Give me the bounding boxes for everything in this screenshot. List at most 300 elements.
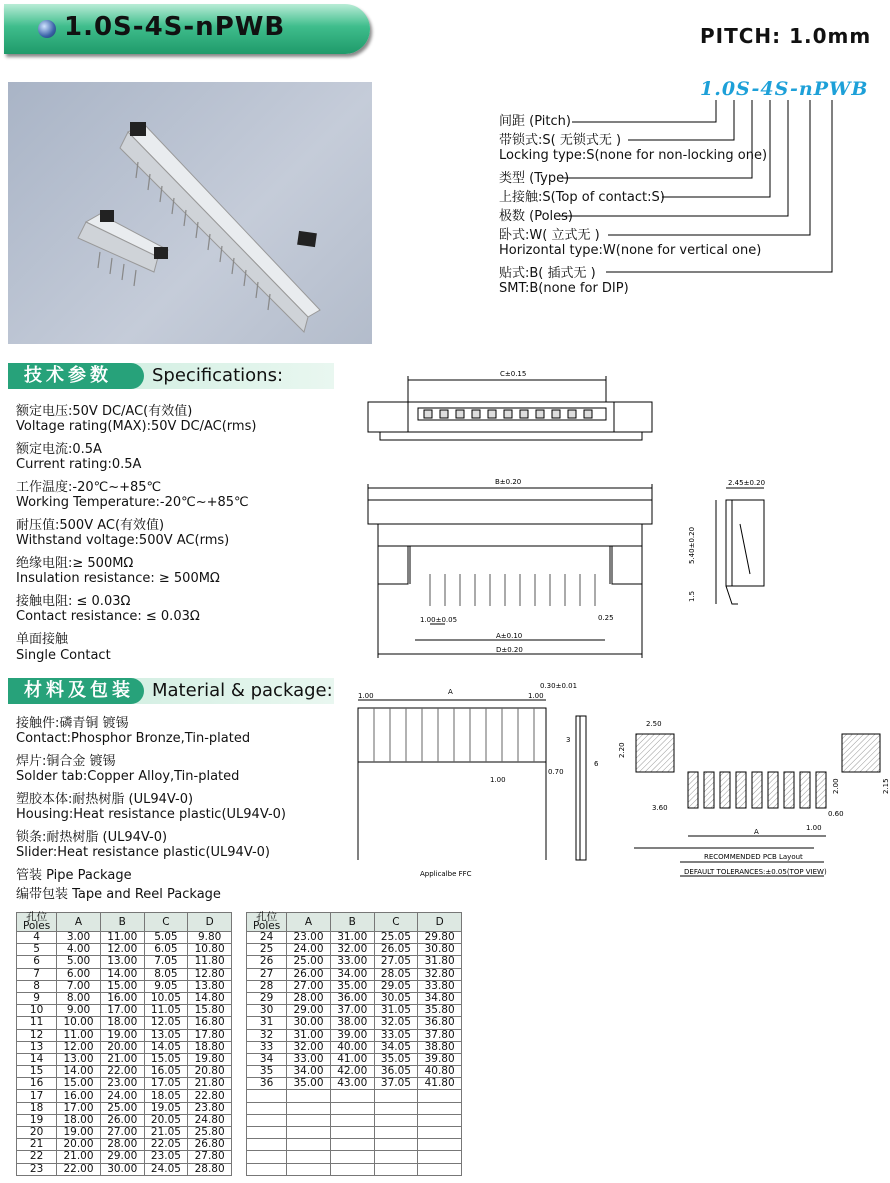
table-row (247, 1053, 462, 1065)
table-cell: 35.05 (374, 1053, 418, 1065)
table-cell: 25.00 (287, 956, 331, 968)
table-cell: 14 (17, 1053, 57, 1065)
material-line: 编带包装 Tape and Reel Package (16, 887, 221, 902)
dim-side-w: 2.45±0.20 (728, 479, 766, 487)
table-cell: 24 (247, 932, 287, 944)
table-cell: 26.80 (188, 1139, 232, 1151)
table-cell: 21.80 (188, 1078, 232, 1090)
table-cell: 7.00 (57, 980, 101, 992)
table-cell: 28.05 (374, 968, 418, 980)
table-head-b: B (330, 913, 374, 932)
table-cell: 17.00 (100, 1005, 144, 1017)
table-cell: 21.00 (100, 1053, 144, 1065)
drawing-front-view (360, 474, 660, 664)
table-head-a: A (287, 913, 331, 932)
ffc-6: 6 (594, 760, 599, 768)
material-line: Slider:Heat resistance plastic(UL94V-0) (16, 845, 270, 860)
pn-label-horizontal-zh: 卧式:W( 立式无 ) (499, 228, 600, 243)
table-cell (247, 1127, 287, 1139)
table-cell: 27.00 (287, 980, 331, 992)
table-cell: 20.00 (100, 1041, 144, 1053)
table-cell: 35.00 (330, 980, 374, 992)
pn-label-smt-zh: 贴式:B( 插式无 ) (499, 266, 596, 281)
table-cell: 43.00 (330, 1078, 374, 1090)
table-cell: 26.00 (287, 968, 331, 980)
table-cell: 36.05 (374, 1066, 418, 1078)
table-cell: 5 (17, 944, 57, 956)
table-cell: 35.80 (418, 1005, 462, 1017)
table-row (247, 1139, 462, 1151)
table-cell: 11.00 (57, 1029, 101, 1041)
drawing-pcb-layout (614, 712, 890, 882)
table-cell: 13 (17, 1041, 57, 1053)
table-row (247, 1017, 462, 1029)
table-cell (374, 1090, 418, 1102)
table-head-a: A (57, 913, 101, 932)
table-cell (374, 1163, 418, 1175)
spec-line: 工作温度:-20℃~+85℃ (16, 480, 162, 495)
table-cell: 30 (247, 1005, 287, 1017)
ffc-070: 0.70 (548, 768, 564, 776)
table-cell: 23.00 (100, 1078, 144, 1090)
table-cell: 16.00 (100, 992, 144, 1004)
table-row (247, 1005, 462, 1017)
table-cell: 22.00 (100, 1066, 144, 1078)
spec-line: 接触电阻: ≤ 0.03Ω (16, 594, 131, 609)
table-cell: 18.00 (57, 1114, 101, 1126)
table-cell: 12.80 (188, 968, 232, 980)
table-cell (247, 1090, 287, 1102)
table-cell: 6.05 (144, 944, 188, 956)
dim-c: C±0.15 (500, 370, 527, 378)
table-cell (330, 1127, 374, 1139)
table-cell: 15.00 (57, 1078, 101, 1090)
table-cell: 22.05 (144, 1139, 188, 1151)
table-row (17, 980, 232, 992)
table-cell: 28.80 (188, 1163, 232, 1175)
table-cell (374, 1151, 418, 1163)
table-cell: 12 (17, 1029, 57, 1041)
table-cell: 28.00 (287, 992, 331, 1004)
spec-line: Voltage rating(MAX):50V DC/AC(rms) (16, 419, 257, 434)
spec-line: Current rating:0.5A (16, 457, 142, 472)
material-line: 焊片:铜合金 镀锡 (16, 754, 116, 769)
table-cell: 5.00 (57, 956, 101, 968)
table-cell: 30.00 (100, 1163, 144, 1175)
pcb-title: RECOMMENDED PCB Layout (704, 853, 803, 861)
table-cell: 6 (17, 956, 57, 968)
table-row (17, 1127, 232, 1139)
table-cell: 9.05 (144, 980, 188, 992)
table-cell: 42.00 (330, 1066, 374, 1078)
table-cell (374, 1102, 418, 1114)
dim-b: B±0.20 (495, 478, 522, 486)
material-line: 塑胶本体:耐热树脂 (UL94V-0) (16, 792, 194, 807)
table-cell: 12.00 (100, 944, 144, 956)
spec-line: 耐压值:500V AC(有效值) (16, 518, 165, 533)
bullet-icon (38, 20, 56, 38)
table-cell: 3.00 (57, 932, 101, 944)
table-cell: 36.80 (418, 1017, 462, 1029)
table-cell: 8.05 (144, 968, 188, 980)
table-cell: 17.00 (57, 1102, 101, 1114)
product-photo (8, 82, 372, 344)
table-cell: 17.80 (188, 1029, 232, 1041)
table-row (247, 992, 462, 1004)
table-row (17, 944, 232, 956)
pcb-100: 1.00 (806, 824, 822, 832)
table-cell (418, 1102, 462, 1114)
table-cell (330, 1090, 374, 1102)
table-cell: 33 (247, 1041, 287, 1053)
table-cell: 38.00 (330, 1017, 374, 1029)
table-row (247, 980, 462, 992)
table-cell: 16 (17, 1078, 57, 1090)
table-cell (247, 1139, 287, 1151)
table-head-c: C (374, 913, 418, 932)
table-cell: 10.05 (144, 992, 188, 1004)
table-cell (247, 1102, 287, 1114)
material-line: Housing:Heat resistance plastic(UL94V-0) (16, 807, 286, 822)
pcb-060: 0.60 (828, 810, 844, 818)
table-cell: 23.00 (287, 932, 331, 944)
dim-a: A±0.10 (496, 632, 523, 640)
table-cell (287, 1139, 331, 1151)
table-cell: 26.00 (100, 1114, 144, 1126)
table-row (17, 1090, 232, 1102)
table-cell: 31.05 (374, 1005, 418, 1017)
specs-title-zh: 技术参数 (8, 363, 144, 389)
table-cell: 35 (247, 1066, 287, 1078)
table-row (17, 1017, 232, 1029)
table-cell: 18 (17, 1102, 57, 1114)
table-row (17, 1102, 232, 1114)
dim-d: D±0.20 (496, 646, 523, 654)
table-cell: 8.00 (57, 992, 101, 1004)
table-cell: 31.00 (330, 932, 374, 944)
table-cell: 32.00 (287, 1041, 331, 1053)
materials-header (8, 678, 334, 704)
table-cell: 19.00 (100, 1029, 144, 1041)
specs-header (8, 363, 334, 389)
table-cell: 37.00 (330, 1005, 374, 1017)
dimension-table-right (246, 912, 462, 1176)
table-cell: 40.80 (418, 1066, 462, 1078)
table-cell: 14.05 (144, 1041, 188, 1053)
table-cell: 31.00 (287, 1029, 331, 1041)
table-cell: 14.00 (100, 968, 144, 980)
table-cell: 22.00 (57, 1163, 101, 1175)
table-row (17, 1041, 232, 1053)
spec-line: Single Contact (16, 648, 111, 663)
table-cell: 25.05 (374, 932, 418, 944)
table-cell: 19 (17, 1114, 57, 1126)
table-cell: 35.00 (287, 1078, 331, 1090)
table-cell: 37.80 (418, 1029, 462, 1041)
title-banner (4, 4, 370, 54)
table-cell: 13.00 (100, 956, 144, 968)
table-cell: 25 (247, 944, 287, 956)
table-cell: 26.05 (374, 944, 418, 956)
table-cell: 25.80 (188, 1127, 232, 1139)
table-cell: 12.00 (57, 1041, 101, 1053)
table-cell: 30.80 (418, 944, 462, 956)
table-cell: 10.80 (188, 944, 232, 956)
table-cell: 21.05 (144, 1127, 188, 1139)
pn-label-pitch: 间距 (Pitch) (499, 114, 571, 129)
table-cell: 20.00 (57, 1139, 101, 1151)
table-cell: 32 (247, 1029, 287, 1041)
table-row (247, 1066, 462, 1078)
ffc-label: Applicalbe FFC (420, 870, 472, 878)
table-cell: 19.05 (144, 1102, 188, 1114)
table-cell: 40.00 (330, 1041, 374, 1053)
table-cell: 9 (17, 992, 57, 1004)
table-cell: 31.80 (418, 956, 462, 968)
table-cell: 11.05 (144, 1005, 188, 1017)
table-row (17, 1029, 232, 1041)
table-cell: 24.80 (188, 1114, 232, 1126)
pn-label-top-contact: 上接触:S(Top of contact:S) (499, 190, 665, 205)
table-cell (418, 1127, 462, 1139)
table-cell: 21 (17, 1139, 57, 1151)
material-line: 接触件:磷青铜 镀锡 (16, 716, 129, 731)
spec-line: 额定电流:0.5A (16, 442, 102, 457)
table-cell: 29 (247, 992, 287, 1004)
table-cell (418, 1139, 462, 1151)
table-cell: 13.80 (188, 980, 232, 992)
table-cell: 22 (17, 1151, 57, 1163)
table-cell: 29.00 (100, 1151, 144, 1163)
ffc-100c: 1.00 (490, 776, 506, 784)
spec-line: 额定电压:50V DC/AC(有效值) (16, 404, 193, 419)
table-cell: 29.05 (374, 980, 418, 992)
table-cell: 34.05 (374, 1041, 418, 1053)
table-cell: 41.80 (418, 1078, 462, 1090)
table-row (17, 1163, 232, 1175)
drawing-top-view (360, 362, 660, 452)
table-cell: 13.05 (144, 1029, 188, 1041)
ffc-3: 3 (566, 736, 571, 744)
table-cell: 14.00 (57, 1066, 101, 1078)
table-cell: 34.00 (330, 968, 374, 980)
table-cell: 31 (247, 1017, 287, 1029)
table-cell: 12.05 (144, 1017, 188, 1029)
table-cell (374, 1114, 418, 1126)
table-cell: 9.80 (188, 932, 232, 944)
table-cell: 41.00 (330, 1053, 374, 1065)
material-line: Contact:Phosphor Bronze,Tin-plated (16, 731, 251, 746)
table-cell: 4 (17, 932, 57, 944)
table-row (247, 956, 462, 968)
table-cell (330, 1114, 374, 1126)
table-cell: 24.00 (100, 1090, 144, 1102)
table-cell: 24.05 (144, 1163, 188, 1175)
ffc-100b: 1.00 (528, 692, 544, 700)
pcb-200: 2.00 (832, 778, 840, 794)
table-cell: 27.00 (100, 1127, 144, 1139)
spec-line: Withstand voltage:500V AC(rms) (16, 533, 230, 548)
table-cell: 13.00 (57, 1053, 101, 1065)
pcb-220: 2.20 (618, 742, 626, 758)
pn-label-horizontal-en: Horizontal type:W(none for vertical one) (499, 243, 762, 258)
table-cell: 39.80 (418, 1053, 462, 1065)
table-head-poles: 孔位 Poles (17, 913, 57, 932)
table-head-d: D (418, 913, 462, 932)
table-cell: 29.00 (287, 1005, 331, 1017)
pn-label-type: 类型 (Type) (499, 171, 570, 186)
table-cell: 27 (247, 968, 287, 980)
table-cell (330, 1139, 374, 1151)
table-row (247, 1163, 462, 1175)
table-cell: 7 (17, 968, 57, 980)
table-cell: 33.00 (330, 956, 374, 968)
material-line: 锁条:耐热树脂 (UL94V-0) (16, 830, 168, 845)
table-cell: 32.00 (330, 944, 374, 956)
table-cell: 34.00 (287, 1066, 331, 1078)
pn-label-lock-zh: 带锁式:S( 无锁式无 ) (499, 133, 622, 148)
table-cell: 33.80 (418, 980, 462, 992)
table-cell: 27.05 (374, 956, 418, 968)
pn-label-lock-en: Locking type:S(none for non-locking one) (499, 148, 768, 163)
table-cell: 32.80 (418, 968, 462, 980)
table-row (17, 956, 232, 968)
table-row (247, 932, 462, 944)
dim-side-h: 5.40±0.20 (688, 526, 696, 564)
table-row (247, 944, 462, 956)
table-row (247, 1102, 462, 1114)
material-line: 管装 Pipe Package (16, 868, 132, 883)
table-cell: 4.00 (57, 944, 101, 956)
table-cell: 10.00 (57, 1017, 101, 1029)
table-row (17, 992, 232, 1004)
table-cell (374, 1127, 418, 1139)
spec-line: Insulation resistance: ≥ 500MΩ (16, 571, 220, 586)
table-row (17, 1005, 232, 1017)
table-cell: 23 (17, 1163, 57, 1175)
table-cell: 11 (17, 1017, 57, 1029)
ffc-100a: 1.00 (358, 692, 374, 700)
table-cell: 20.05 (144, 1114, 188, 1126)
pcb-250: 2.50 (646, 720, 662, 728)
table-row (247, 1041, 462, 1053)
dimension-table-left (16, 912, 232, 1176)
ffc-a: A (448, 688, 453, 696)
table-cell: 29.80 (418, 932, 462, 944)
table-cell (330, 1102, 374, 1114)
table-cell: 36.00 (330, 992, 374, 1004)
table-row (17, 968, 232, 980)
table-cell: 33.05 (374, 1029, 418, 1041)
table-cell: 7.05 (144, 956, 188, 968)
table-row (247, 1127, 462, 1139)
table-cell: 21.00 (57, 1151, 101, 1163)
table-head-b: B (100, 913, 144, 932)
spec-line: 单面接触 (16, 632, 69, 647)
table-cell: 18.05 (144, 1090, 188, 1102)
pn-label-smt-en: SMT:B(none for DIP) (499, 281, 629, 296)
table-cell: 5.05 (144, 932, 188, 944)
table-cell: 22.80 (188, 1090, 232, 1102)
table-cell: 8 (17, 980, 57, 992)
table-cell: 26 (247, 956, 287, 968)
specs-title-en: Specifications: (152, 365, 284, 386)
part-number-code: 1.0S-4S-nPWB (700, 78, 869, 100)
table-cell: 6.00 (57, 968, 101, 980)
table-cell: 34 (247, 1053, 287, 1065)
table-cell: 28.00 (100, 1139, 144, 1151)
materials-title-zh: 材料及包装 (8, 678, 144, 704)
dim-tab: 0.25 (598, 614, 614, 622)
table-cell: 16.05 (144, 1066, 188, 1078)
table-cell: 16.00 (57, 1090, 101, 1102)
drawing-ffc (350, 680, 610, 880)
table-cell: 11.00 (100, 932, 144, 944)
table-head-poles: 孔位 Poles (247, 913, 287, 932)
table-row (17, 932, 232, 944)
table-row (17, 1066, 232, 1078)
tolerance-note: DEFAULT TOLERANCES:±0.05(TOP VIEW) (684, 868, 827, 876)
table-cell: 17.05 (144, 1078, 188, 1090)
table-head-c: C (144, 913, 188, 932)
table-cell: 18.00 (100, 1017, 144, 1029)
table-cell: 32.05 (374, 1017, 418, 1029)
table-row (247, 1151, 462, 1163)
ffc-thickness: 0.30±0.01 (540, 682, 578, 690)
table-cell: 16.80 (188, 1017, 232, 1029)
table-cell: 20.80 (188, 1066, 232, 1078)
table-cell (287, 1163, 331, 1175)
table-cell (247, 1114, 287, 1126)
table-cell: 17 (17, 1090, 57, 1102)
table-cell (247, 1151, 287, 1163)
table-cell: 14.80 (188, 992, 232, 1004)
table-cell (287, 1102, 331, 1114)
table-row (247, 1029, 462, 1041)
table-cell (374, 1139, 418, 1151)
pn-leader-lines (560, 96, 850, 286)
pcb-360: 3.60 (652, 804, 668, 812)
table-cell: 11.80 (188, 956, 232, 968)
pitch-label: PITCH: 1.0mm (700, 24, 872, 48)
table-cell (287, 1090, 331, 1102)
table-cell: 23.80 (188, 1102, 232, 1114)
table-cell: 37.05 (374, 1078, 418, 1090)
materials-title-en: Material & package: (152, 680, 333, 701)
table-cell: 39.00 (330, 1029, 374, 1041)
dim-pitch: 1.00±0.05 (420, 616, 458, 624)
table-cell (247, 1163, 287, 1175)
drawing-side-view (680, 474, 780, 614)
table-cell (287, 1127, 331, 1139)
table-cell: 33.00 (287, 1053, 331, 1065)
table-cell: 27.80 (188, 1151, 232, 1163)
table-row (247, 1114, 462, 1126)
table-cell (418, 1163, 462, 1175)
table-cell (287, 1151, 331, 1163)
table-cell: 15.00 (100, 980, 144, 992)
table-cell: 25.00 (100, 1102, 144, 1114)
table-row (247, 968, 462, 980)
table-cell (418, 1090, 462, 1102)
table-cell: 30.00 (287, 1017, 331, 1029)
table-cell: 18.80 (188, 1041, 232, 1053)
page-title: 1.0S-4S-nPWB (64, 12, 286, 42)
spec-line: Working Temperature:-20℃~+85℃ (16, 495, 249, 510)
spec-line: Contact resistance: ≤ 0.03Ω (16, 609, 200, 624)
table-cell: 38.80 (418, 1041, 462, 1053)
table-cell (330, 1163, 374, 1175)
